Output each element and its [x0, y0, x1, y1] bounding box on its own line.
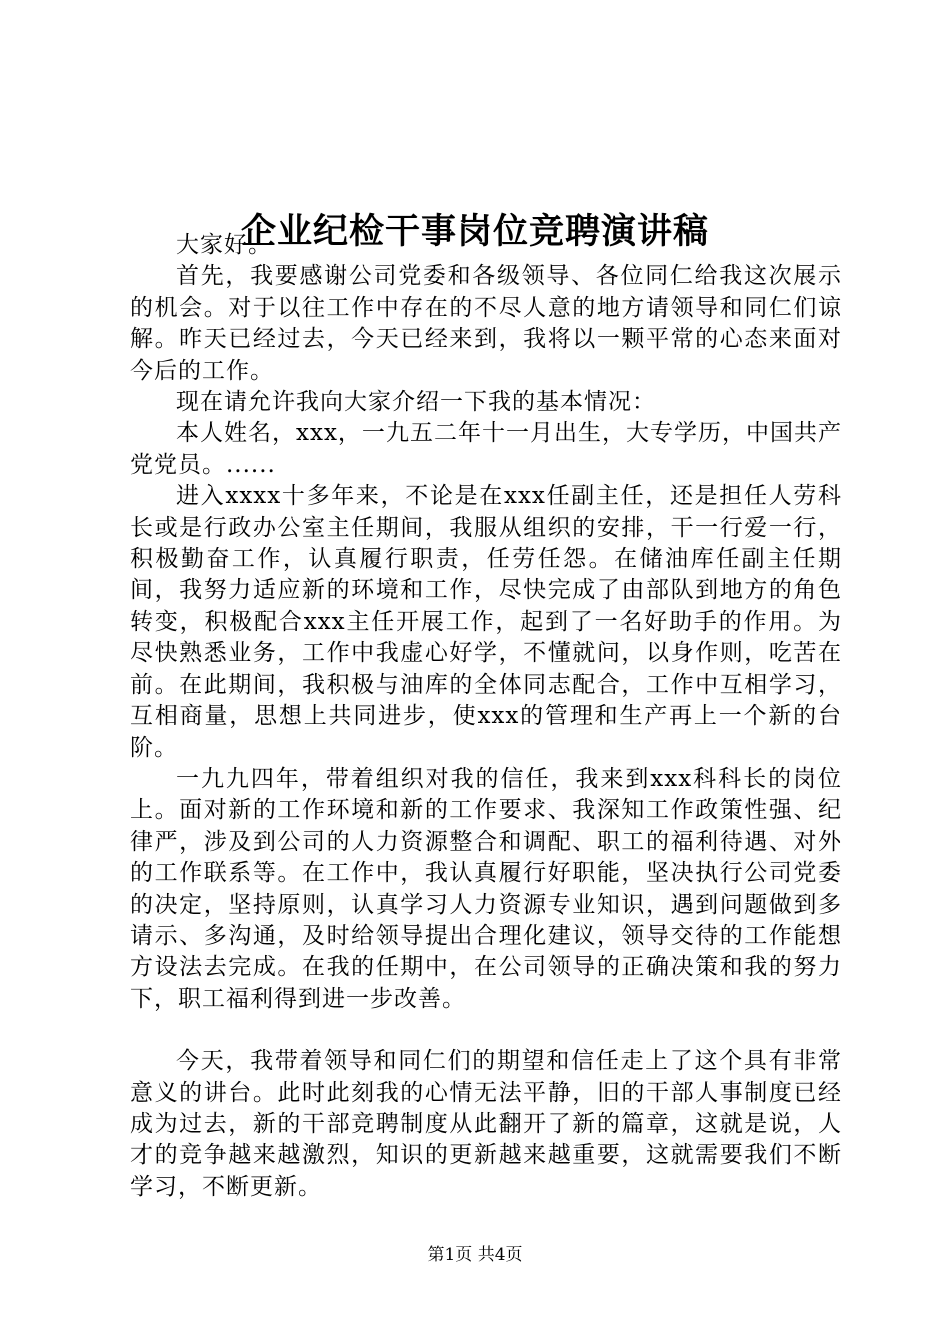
intro-paragraph: 现在请允许我向大家介绍一下我的基本情况： [176, 389, 656, 416]
document-body [130, 230, 842, 1203]
section-chief-paragraph: 一九九四年，带着组织对我的信任，我来到xxx科科长的岗位上。面对新的工作环境和新的工作要求、我深知工作政策性强、纪律严，涉及到公司的人力资源整合和调配、职工的福利待遇、对外的工作联系等。在工作中，我认真履行好职能，坚决执行公司党委的决定，坚持原则，认真学习人力资源专业知识，遇到问题做到多请示、多沟通，及时给领导提出合理化建议，领导交待的工作能想方设法去完成。在我的任期中，在公司领导的正确决策和我的努力下，职工福利得到进一步改善。 [130, 765, 842, 1012]
greeting-paragraph: 大家好。 [176, 232, 272, 258]
document-title: 企业纪检干事岗位竞聘演讲稿 [240, 211, 709, 253]
experience-paragraph: 进入xxxx十多年来，不论是在xxx任副主任，还是担任人劳科长或是行政办公室主任期间，我服从组织的安排，干一行爱一行，积极勤奋工作，认真履行职责，任劳任怨。在储油库任副主任期间，我努力适应新的环境和工作，尽快完成了由部队到地方的角色转变，积极配合xxx主任开展工作，起到了一名好助手的作用。为尽快熟悉业务，工作中我虚心好学，不懂就问，以身作则，吃苦在前。在此期间，我积极与油库的全体同志配合，工作中互相学习，互相商量，思想上共同进步，使xxx的管理和生产再上一个新的台阶。 [130, 483, 842, 761]
today-paragraph: 今天，我带着领导和同仁们的期望和信任走上了这个具有非常意义的讲台。此时此刻我的心情无法平静，旧的干部人事制度已经成为过去，新的干部竞聘制度从此翻开了新的篇章，这就是说，人才的竞争越来越激烈，知识的更新越来越重要，这就需要我们不断学习，不断更新。 [130, 1048, 842, 1200]
page-footer: 第1页 共4页 [427, 1245, 523, 1265]
thanks-paragraph: 首先，我要感谢公司党委和各级领导、各位同仁给我这次展示的机会。对于以往工作中存在的不尽人意的地方请领导和同仁们谅解。昨天已经过去，今天已经来到，我将以一颗平常的心态来面对今后的工作。 [130, 263, 842, 384]
basic-info-paragraph: 本人姓名，xxx，一九五二年十一月出生，大专学历，中国共产党党员。...... [130, 420, 842, 478]
